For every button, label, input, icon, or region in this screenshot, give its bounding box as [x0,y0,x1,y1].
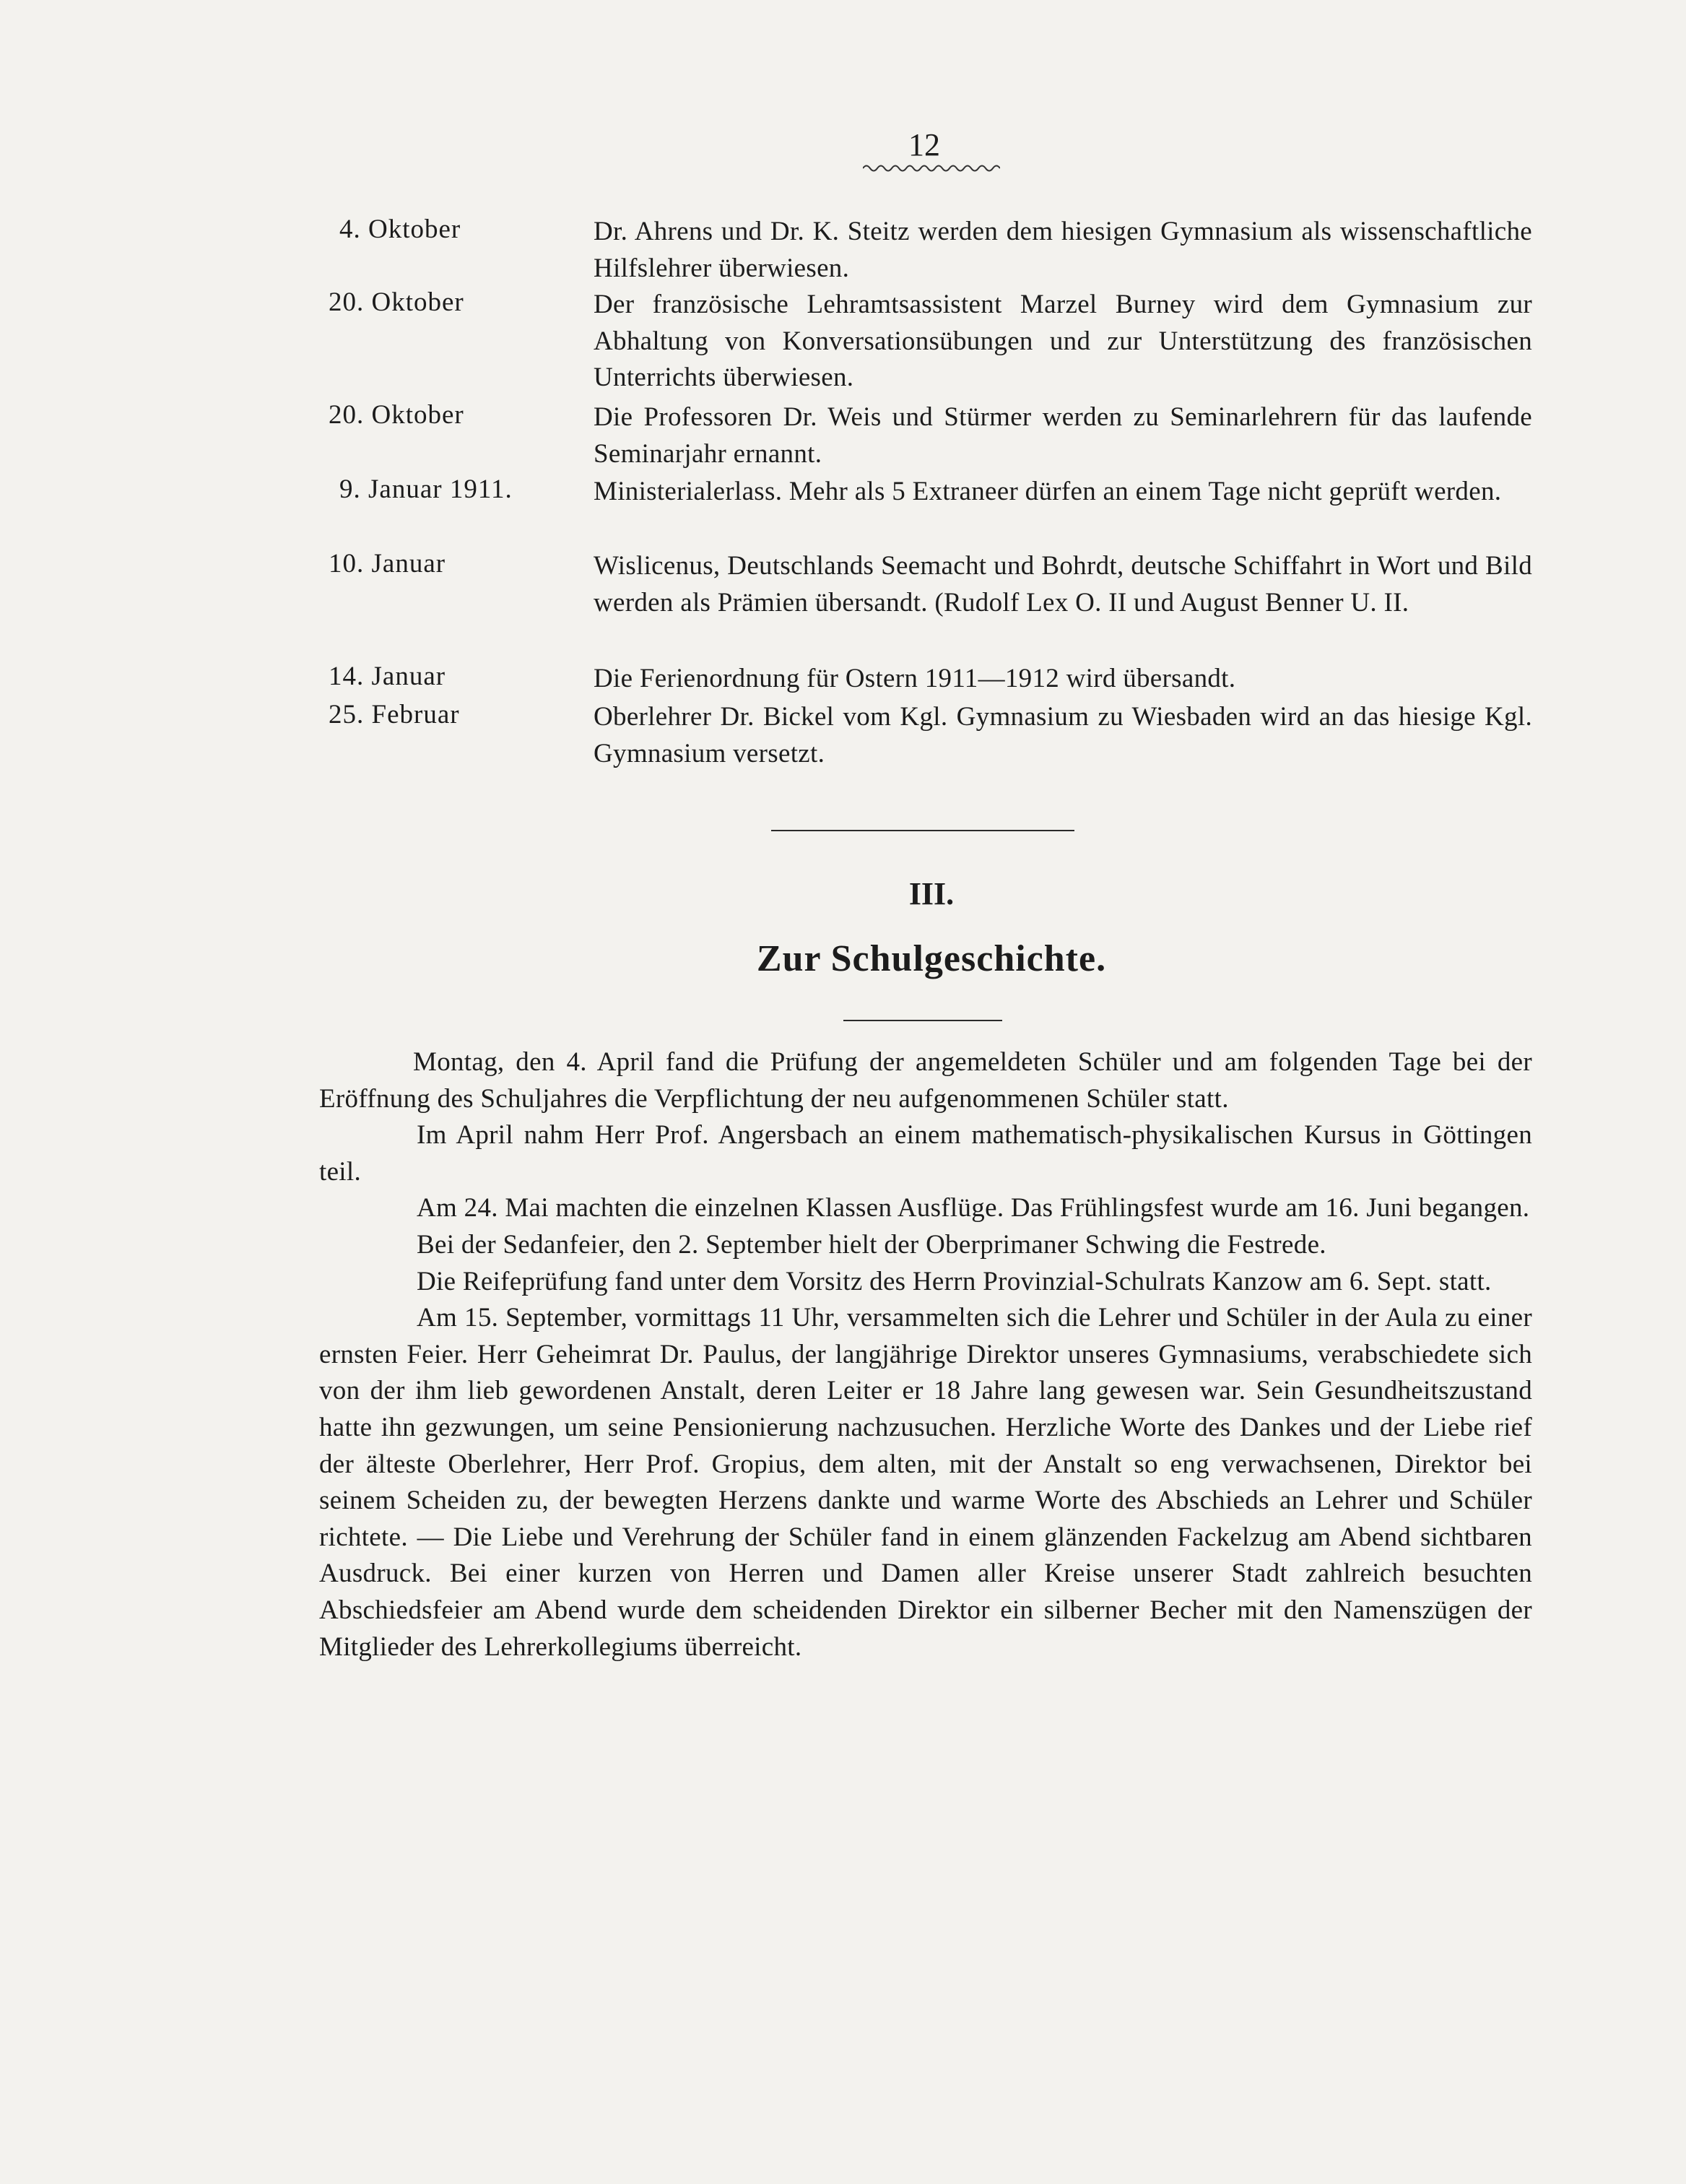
body-text [319,1044,1532,1665]
paragraph: Montag, den 4. April fand die Prüfung der angemeldeten Schüler und am folgenden Tage bei der Eröffnung des Schuljahres die Verpflichtung der neu aufgenommenen Schüler statt. [319,1047,1532,1114]
chronicle-date: 25. Februar [329,700,460,729]
section-divider [771,830,1074,831]
chronicle-text: Wislicenus, Deutschlands Seemacht und Bohrdt, deutsche Schiffahrt in Wort und Bild werden als Prämien übersandt. (Rudolf Lex O. II und August Benner U. II. [594,551,1532,618]
chronicle-date: 20. Oktober [329,287,464,317]
title-underline [843,1020,1002,1021]
chronicle-text: Oberlehrer Dr. Bickel vom Kgl. Gymnasium zu Wiesbaden wird an das hiesige Kgl. Gymnasium versetzt. [594,702,1532,768]
page-number: 12 [908,127,940,162]
chronicle-text: Ministerialerlass. Mehr als 5 Extraneer dürfen an einem Tage nicht geprüft werden. [594,477,1502,506]
paragraph: Am 15. September, vormittags 11 Uhr, versammelten sich die Lehrer und Schüler in der Aula zu einer ernsten Feier. Herr Geheimrat Dr. Paulus, der langjährige Direktor unseres Gymnasiums, verabschiedete sich von der ihm lieb gewordenen Anstalt, deren Leiter er 18 Jahre lang gewesen war. Sein Gesundheitszustand hatte ihn gezwungen, um seine Pensionierung nachzusuchen. Herzliche Worte des Dankes und der Liebe rief der älteste Oberlehrer, Herr Prof. Gropius, dem alten, mit der Anstalt so eng verwachsenen, Direktor bei seinem Scheiden zu, der bewegten Herzens dankte und warme Worte des Abschieds an Lehrer und Schüler richtete. — Die Liebe und Verehrung der Schüler fand in einem glänzenden Fackelzug am Abend sichtbaren Ausdruck. Bei einer kurzen von Herren und Damen aller Kreise unserer Stadt zahlreich besuchten Abschiedsfeier am Abend wurde dem scheidenden Direktor ein silberner Becher mit den Namenszügen der Mitglieder des Lehrerkollegiums überreicht. [319,1303,1532,1662]
chronicle-text: Der französische Lehramtsassistent Marzel Burney wird dem Gymnasium zur Abhaltung von Konversationsübungen und zur Unterstützung des französischen Unterrichts überwiesen. [594,290,1532,392]
chronicle-date: 9. Januar 1911. [339,474,513,504]
paragraph: Am 24. Mai machten die einzelnen Klassen Ausflüge. Das Frühlingsfest wurde am 16. Juni begangen. [417,1193,1530,1223]
chronicle-date: 10. Januar [329,549,446,578]
wavy-ornament [863,162,1000,175]
paragraph: Im April nahm Herr Prof. Angersbach an einem mathematisch-physikalischen Kursus in Göttingen teil. [319,1120,1532,1187]
chronicle-text: Dr. Ahrens und Dr. K. Steitz werden dem hiesigen Gymnasium als wissenschaftliche Hilfslehrer überwiesen. [594,217,1532,283]
chronicle-date: 4. Oktober [339,214,461,244]
section-number: III. [908,876,955,911]
chronicle-text: Die Professoren Dr. Weis und Stürmer werden zu Seminarlehrern für das laufende Seminarjahr ernannt. [594,402,1532,469]
chronicle-date: 14. Januar [329,662,446,691]
paragraph: Die Reifeprüfung fand unter dem Vorsitz des Herrn Provinzial-Schulrats Kanzow am 6. Sept. statt. [417,1266,1492,1296]
paragraph: Bei der Sedanfeier, den 2. September hielt der Oberprimaner Schwing die Festrede. [417,1229,1326,1260]
chronicle-text: Die Ferienordnung für Ostern 1911—1912 wird übersandt. [594,664,1236,693]
chronicle-date: 20. Oktober [329,400,464,430]
section-title: Zur Schulgeschichte. [756,938,1107,979]
